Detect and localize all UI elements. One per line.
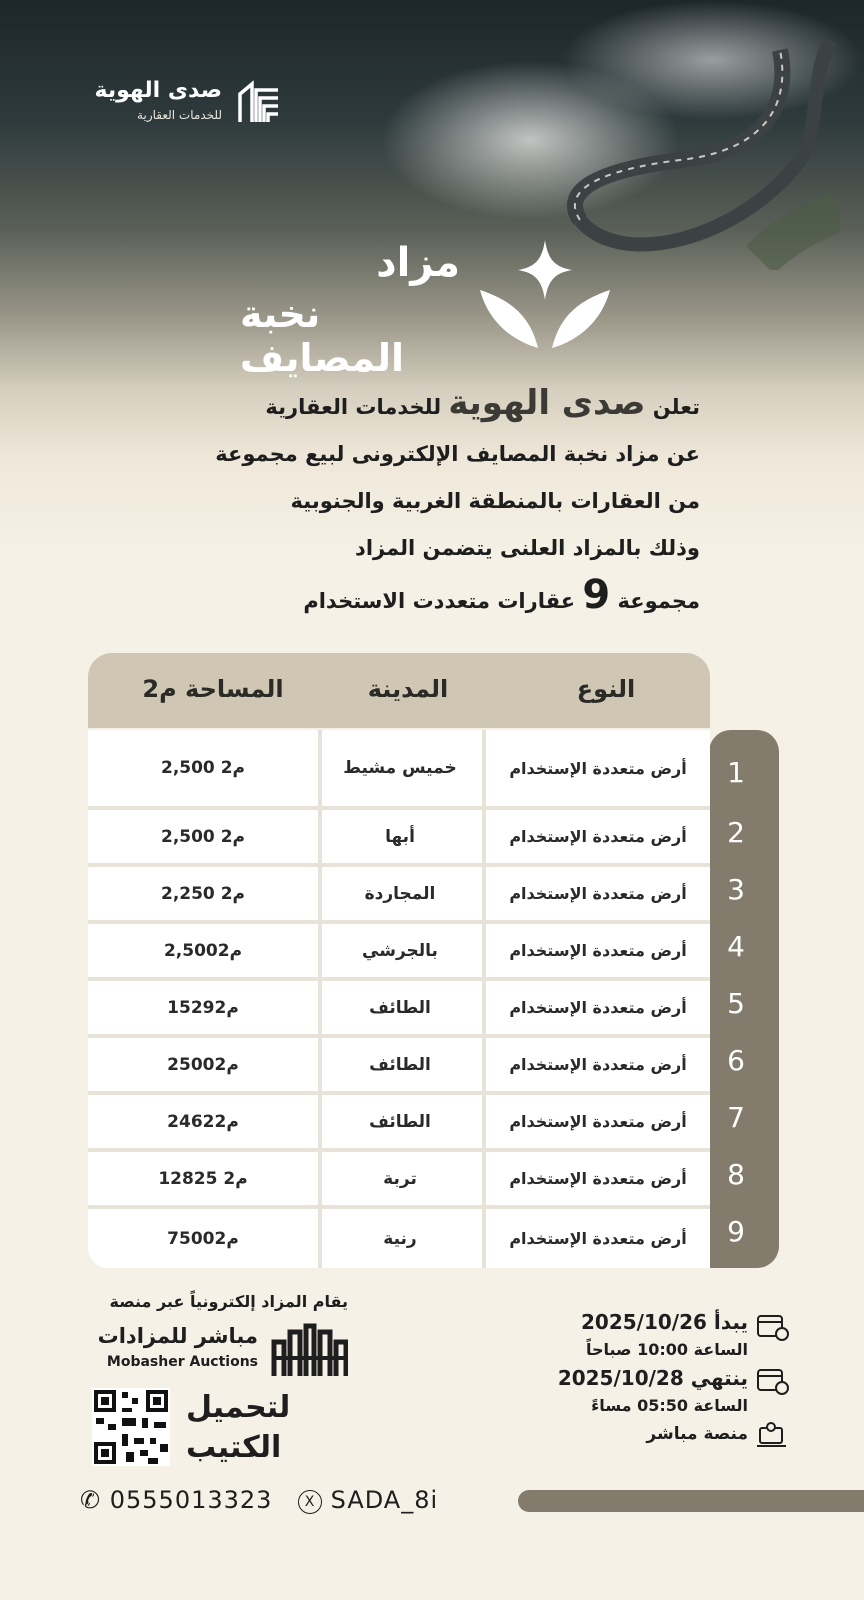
cell-area: 12825 م2 [88, 1152, 322, 1205]
cell-city: تربة [318, 1152, 486, 1205]
table-row [88, 981, 710, 1038]
table-row [88, 1152, 710, 1209]
decorative-bar [518, 1490, 864, 1512]
title-line-2: نخبة المصايف [240, 292, 405, 380]
sparkle-wings-logo-icon [480, 240, 610, 350]
intro-line-3: من العقارات بالمنطقة الغربية والجنوبية [290, 489, 700, 513]
cell-area: 2,500م2 [88, 924, 322, 977]
cell-type: أرض متعددة الإستخدام [509, 941, 687, 960]
cell-type: أرض متعددة الإستخدام [509, 1229, 687, 1248]
cell-city: الطائف [318, 981, 486, 1034]
platform-block [88, 1292, 348, 1370]
brand-subtitle: للخدمات العقارية [137, 108, 222, 122]
header-area: المساحة م2 [142, 675, 284, 703]
table-row [88, 1209, 710, 1268]
calendar-icon [756, 1366, 790, 1396]
download-label-2: الكتيب [186, 1430, 282, 1465]
end-label: ينتهي [690, 1366, 748, 1390]
phone-number: 0555013323 [109, 1486, 273, 1514]
header-type: النوع [576, 675, 636, 703]
row-number: 3 [727, 873, 745, 906]
calendar-icon [756, 1312, 790, 1342]
row-number: 6 [727, 1044, 745, 1077]
cell-city: رنية [318, 1209, 486, 1268]
cell-area: 1529م2 [88, 981, 322, 1034]
intro-brand: صدى الهوية [448, 383, 646, 423]
cell-city: الطائف [318, 1038, 486, 1091]
table-row [88, 730, 710, 810]
cell-city: بالجرشي [318, 924, 486, 977]
cell-area: 2500م2 [88, 1038, 322, 1091]
table-row [88, 867, 710, 924]
cell-type: أرض متعددة الإستخدام [509, 1055, 687, 1074]
platform-line: يقام المزاد إلكترونياً عبر منصة [109, 1292, 348, 1311]
cell-type: أرض متعددة الإستخدام [509, 998, 687, 1017]
row-number: 4 [727, 930, 745, 963]
cell-type: أرض متعددة الإستخدام [509, 1112, 687, 1131]
row-number: 2 [727, 816, 745, 849]
cell-type: أرض متعددة الإستخدام [509, 1169, 687, 1188]
brand-logo-icon [236, 80, 282, 126]
start-label: يبدأ [713, 1310, 748, 1334]
start-date: 2025/10/26 [581, 1310, 707, 1334]
cell-city: الطائف [318, 1095, 486, 1148]
start-row [581, 1310, 748, 1334]
cell-type: أرض متعددة الإستخدام [509, 884, 687, 903]
table-row [88, 1038, 710, 1095]
phone-contact[interactable] [80, 1486, 272, 1514]
end-date: 2025/10/28 [557, 1366, 684, 1390]
row-number: 1 [727, 756, 745, 789]
platform-name-ar: مباشر للمزادات [97, 1324, 258, 1348]
intro-line-2: عن مزاد نخبة المصايف الإلكترونى لبيع مجموعة [215, 442, 700, 466]
cell-area: 2,500 م2 [88, 730, 322, 806]
table-header [88, 653, 710, 728]
brand-header [82, 78, 282, 128]
row-number-column [709, 730, 779, 1268]
cell-city: خميس مشيط [318, 730, 486, 806]
cell-area: 2,500 م2 [88, 810, 322, 863]
title-line-1: مزاد [376, 240, 460, 286]
intro-line-5: مجموعة 9 عقارات متعددت الاستخدام [303, 572, 700, 618]
row-number: 5 [727, 987, 745, 1020]
row-number: 8 [727, 1158, 745, 1191]
cell-type: أرض متعددة الإستخدام [509, 827, 687, 846]
x-handle: SADA_8i [330, 1486, 439, 1514]
table-row [88, 810, 710, 867]
auction-title [240, 240, 620, 380]
intro-text [150, 380, 700, 625]
mobasher-logo-icon [270, 1322, 348, 1378]
x-contact[interactable] [298, 1486, 438, 1514]
cell-area: 2,250 م2 [88, 867, 322, 920]
mountain-road-illustration [540, 40, 840, 270]
x-logo-icon: X [298, 1490, 322, 1514]
table-row [88, 924, 710, 981]
cell-city: المجاردة [318, 867, 486, 920]
table-row [88, 1095, 710, 1152]
cell-area: 2462م2 [88, 1095, 322, 1148]
platform-name-en: Mobasher Auctions [106, 1354, 258, 1370]
cell-area: 7500م2 [88, 1209, 322, 1268]
brand-name: صدى الهوية [94, 78, 222, 103]
row-number: 7 [727, 1101, 745, 1134]
start-time: الساعة 10:00 صباحاً [585, 1340, 748, 1359]
intro-line-1: تعلن صدى الهوية للخدمات العقارية [265, 383, 700, 423]
phone-icon: ✆ [80, 1486, 102, 1514]
property-count: 9 [582, 572, 611, 618]
row-number: 9 [727, 1215, 745, 1248]
intro-line-4: وذلك بالمزاد العلنى يتضمن المزاد [355, 536, 700, 560]
cell-city: أبها [318, 810, 486, 863]
download-label-1: لتحميل [186, 1390, 291, 1425]
end-row [558, 1366, 748, 1390]
end-time: الساعة 05:50 مساءً [591, 1396, 748, 1415]
cell-type: أرض متعددة الإستخدام [509, 758, 687, 778]
qr-code[interactable] [92, 1388, 170, 1466]
venue: منصة مباشر [646, 1424, 748, 1444]
properties-table [88, 730, 710, 1268]
header-city: المدينة [367, 675, 449, 703]
location-laptop-icon [756, 1420, 790, 1450]
